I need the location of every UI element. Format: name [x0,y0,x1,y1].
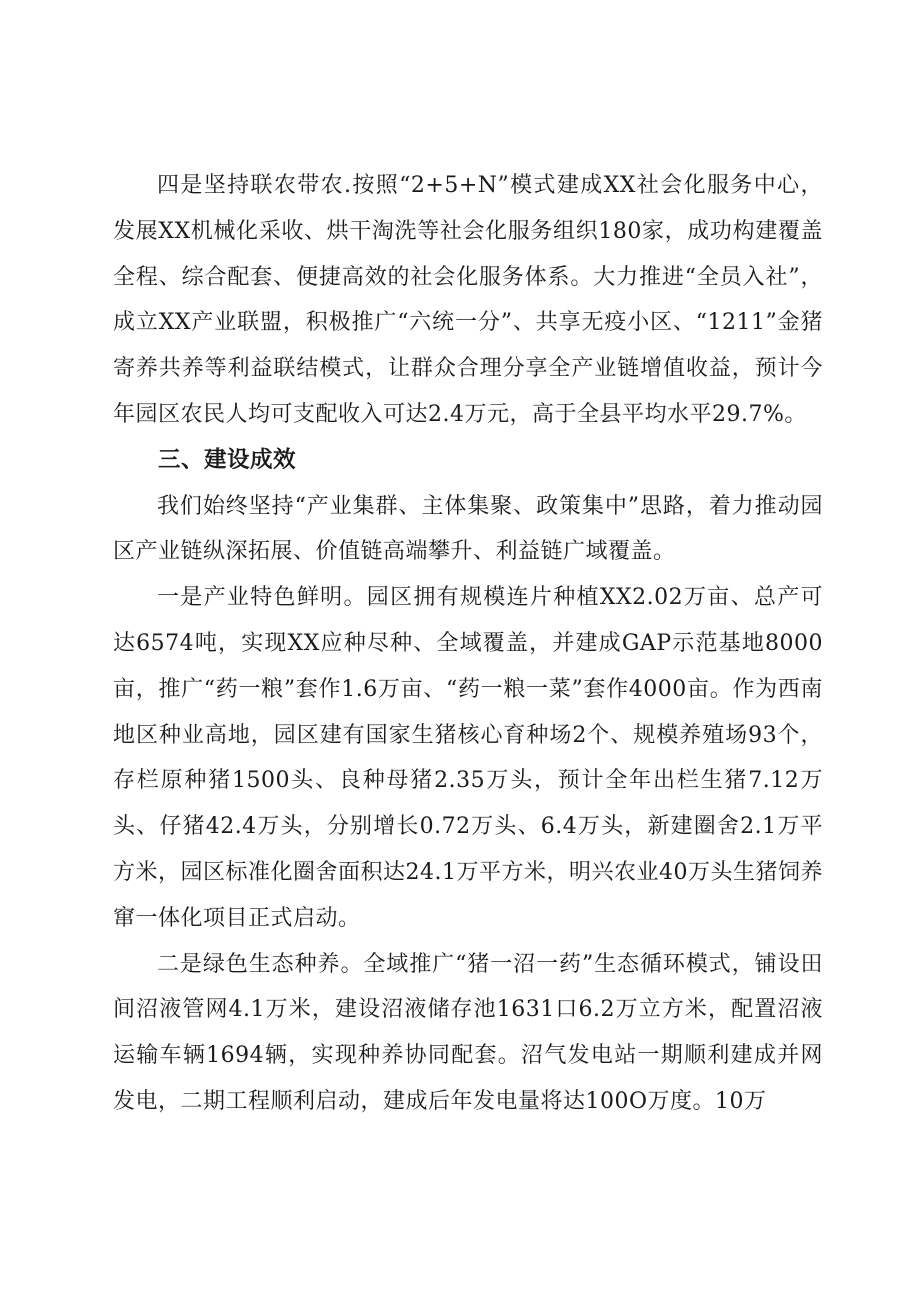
document-body [113,163,823,1125]
paragraph-green-ecology: 二是绿色生态种养。全域推广“猪一沼一药”生态循环模式，铺设田间沼液管网4.1万米，建设沼液储存池1631口6.2万立方米，配置沼液运输车辆1694辆，实现种养协同配套。沼气发电站一期顺利建成并网发电，二期工程顺利启动，建成后年发电量将达100O万度。10万 [113,951,823,1114]
paragraph-linking-farmers: 四是坚持联农带农.按照“2+5+N”模式建成XX社会化服务中心，发展XX机械化采收、烘干淘洗等社会化服务组织180家，成功构建覆盖全程、综合配套、便捷高效的社会化服务体系。大力推进“全员入社”，成立XX产业联盟，积极推广“六统一分”、共享无疫小区、“1211”金猪寄养共养等利益联结模式，让群众合理分享全产业链增值收益，预计今年园区农民人均可支配收入可达2.4万元，高于全县平均水平29.7%。 [113,173,823,427]
paragraph-section-intro: 我们始终坚持“产业集群、主体集聚、政策集中”思路，着力推动园区产业链纵深拓展、价值链高端攀升、利益链广域覆盖。 [113,493,823,565]
section-heading-construction-results: 三、建设成效 [158,446,297,473]
paragraph-industry-features: 一是产业特色鲜明。园区拥有规模连片种植XX2.02万亩、总产可达6574吨，实现XX应种尽种、全域覆盖，并建成GAP示范基地8000亩，推广“药一粮”套作1.6万亩、“药一粮一菜”套作4000亩。作为西南地区种业高地，园区建有国家生猪核心育种场2个、规模养殖场93个，存栏原种猪1500头、良种母猪2.35万头，预计全年出栏生猪7.12万头、仔猪42.4万头，分别增长0.72万头、6.4万头，新建圈舍2.1万平方米，园区标准化圈舍面积达24.1万平方米，明兴农业40万头生猪饲养窜一体化项目正式启动。 [113,585,823,931]
